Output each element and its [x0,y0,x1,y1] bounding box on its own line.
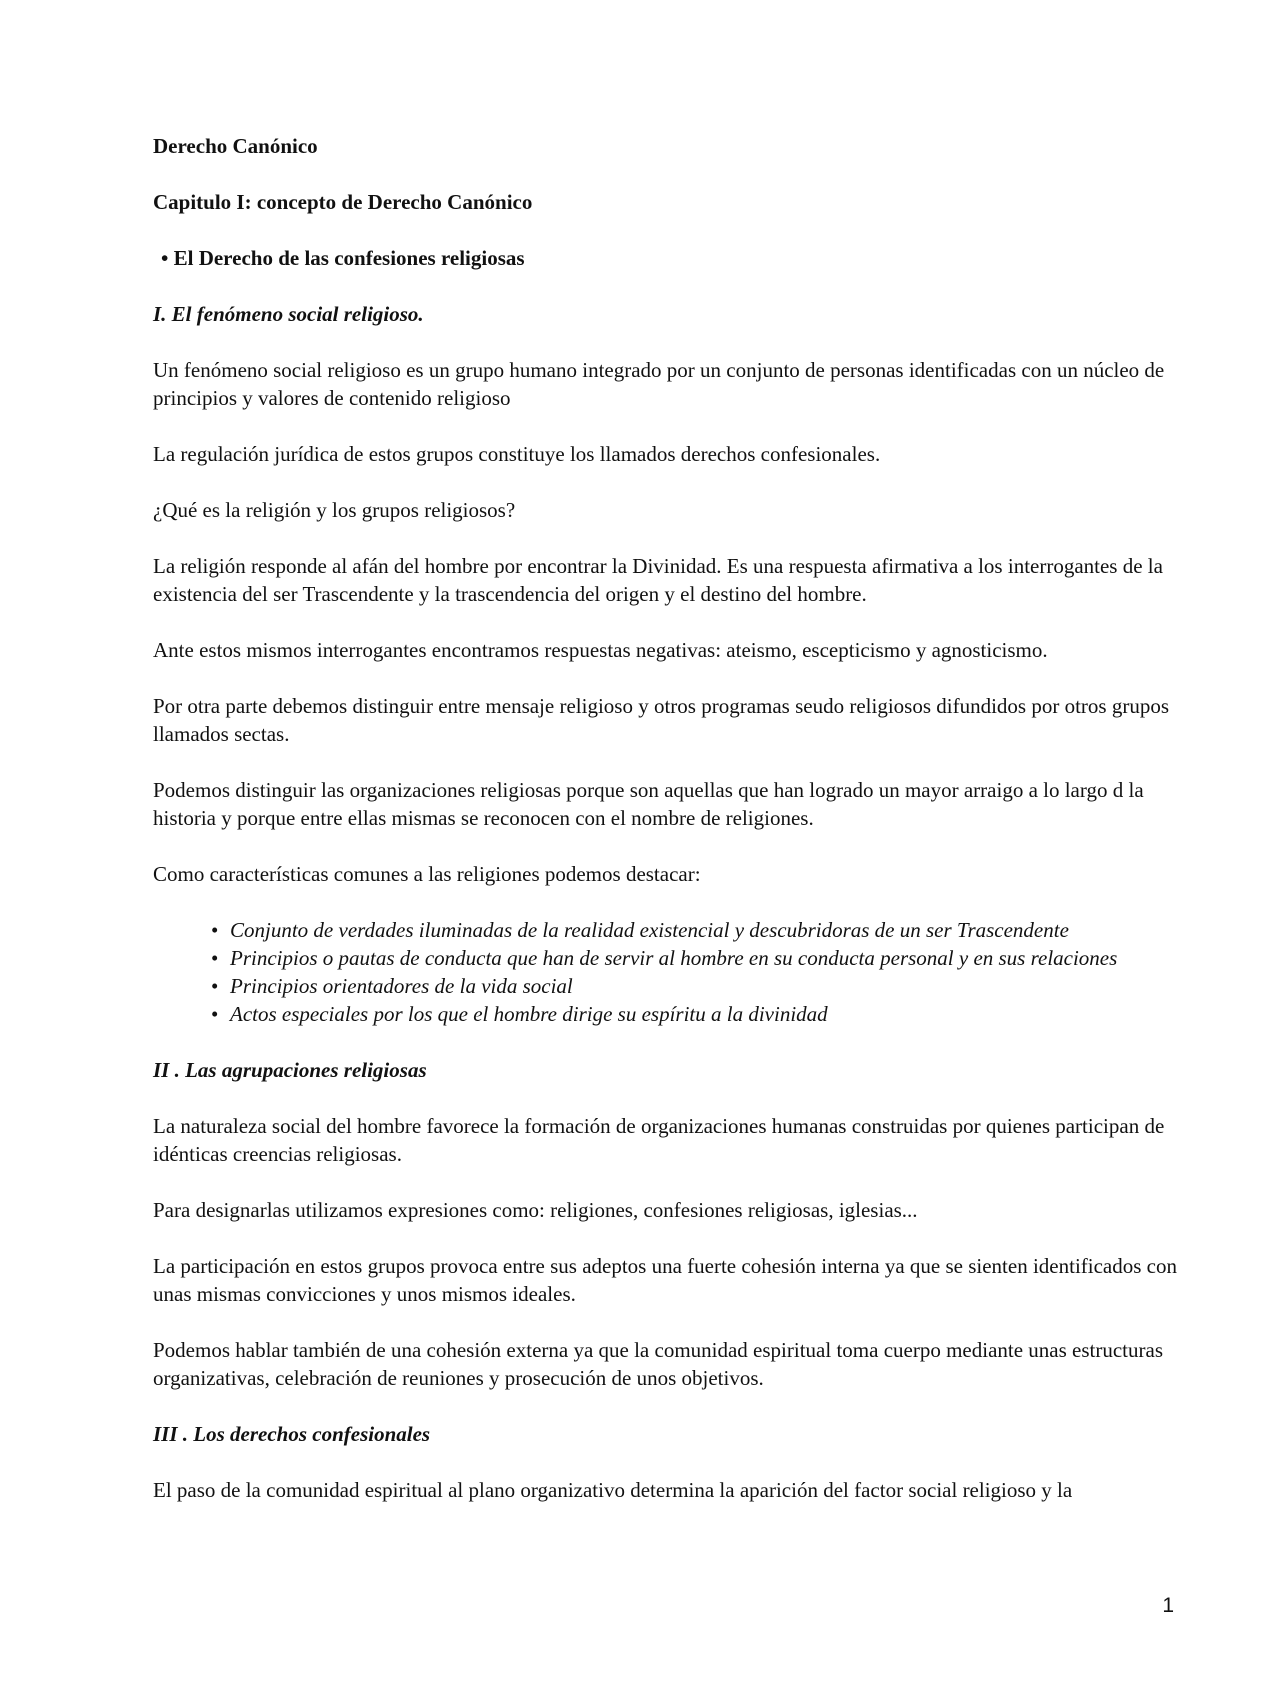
paragraph: El paso de la comunidad espiritual al plano organizativo determina la aparición del factor social religioso y la [153,1478,1073,1502]
list-item [211,1000,1183,1028]
document-page [153,132,1183,1504]
list-item [211,916,1183,944]
page-number: 1 [1162,1594,1174,1617]
list-item-text: Conjunto de verdades iluminadas de la realidad existencial y descubridoras de un ser Trascendente [230,918,1069,942]
list-item-text: Actos especiales por los que el hombre dirige su espíritu a la divinidad [230,1002,828,1026]
list-item-text: Principios orientadores de la vida social [230,974,573,998]
paragraph: La naturaleza social del hombre favorece la formación de organizaciones humanas construidas por quienes participan de idénticas creencias religiosas. [153,1114,1165,1166]
list-item [211,972,1183,1000]
characteristics-list [153,916,1183,1028]
paragraph: Podemos distinguir las organizaciones religiosas porque son aquellas que han logrado un mayor arraigo a lo largo d la historia y porque entre ellas mismas se reconocen con el nombre de religiones. [153,778,1144,830]
paragraph: Podemos hablar también de una cohesión externa ya que la comunidad espiritual toma cuerpo mediante unas estructuras organizativas, celebración de reuniones y prosecución de unos objetivos. [153,1338,1163,1390]
list-item [211,944,1183,972]
list-item-text: Principios o pautas de conducta que han de servir al hombre en su conducta personal y en sus relaciones [230,946,1118,970]
paragraph: La religión responde al afán del hombre por encontrar la Divinidad. Es una respuesta afirmativa a los interrogantes de la existencia del ser Trascendente y la trascendencia del origen y el destino del hombre. [153,554,1163,606]
list-bullet: • [211,1002,219,1026]
paragraph: Por otra parte debemos distinguir entre mensaje religioso y otros programas seudo religiosos difundidos por otros grupos llamados sectas. [153,694,1169,746]
heading-1: I. El fenómeno social religioso. [153,302,424,326]
paragraph: La participación en estos grupos provoca entre sus adeptos una fuerte cohesión interna ya que se sienten identificados con unas mismas convicciones y unos mismos ideales. [153,1254,1177,1306]
section-bullet: • [161,246,169,270]
list-bullet: • [211,974,219,998]
section-heading [153,244,1183,272]
paragraph: Como características comunes a las religiones podemos destacar: [153,862,701,886]
paragraph: Un fenómeno social religioso es un grupo humano integrado por un conjunto de personas identificadas con un núcleo de principios y valores de contenido religioso [153,358,1165,410]
paragraph: La regulación jurídica de estos grupos constituye los llamados derechos confesionales. [153,442,881,466]
heading-3: III . Los derechos confesionales [153,1422,431,1446]
heading-2: II . Las agrupaciones religiosas [153,1058,427,1082]
list-bullet: • [211,918,219,942]
list-bullet: • [211,946,219,970]
section-title: El Derecho de las confesiones religiosas [173,246,525,270]
chapter-title: Capitulo I: concepto de Derecho Canónico [153,190,533,214]
paragraph: ¿Qué es la religión y los grupos religiosos? [153,498,516,522]
paragraph: Para designarlas utilizamos expresiones como: religiones, confesiones religiosas, iglesias... [153,1198,918,1222]
document-title: Derecho Canónico [153,134,318,158]
paragraph: Ante estos mismos interrogantes encontramos respuestas negativas: ateismo, escepticismo y agnosticismo. [153,638,1048,662]
